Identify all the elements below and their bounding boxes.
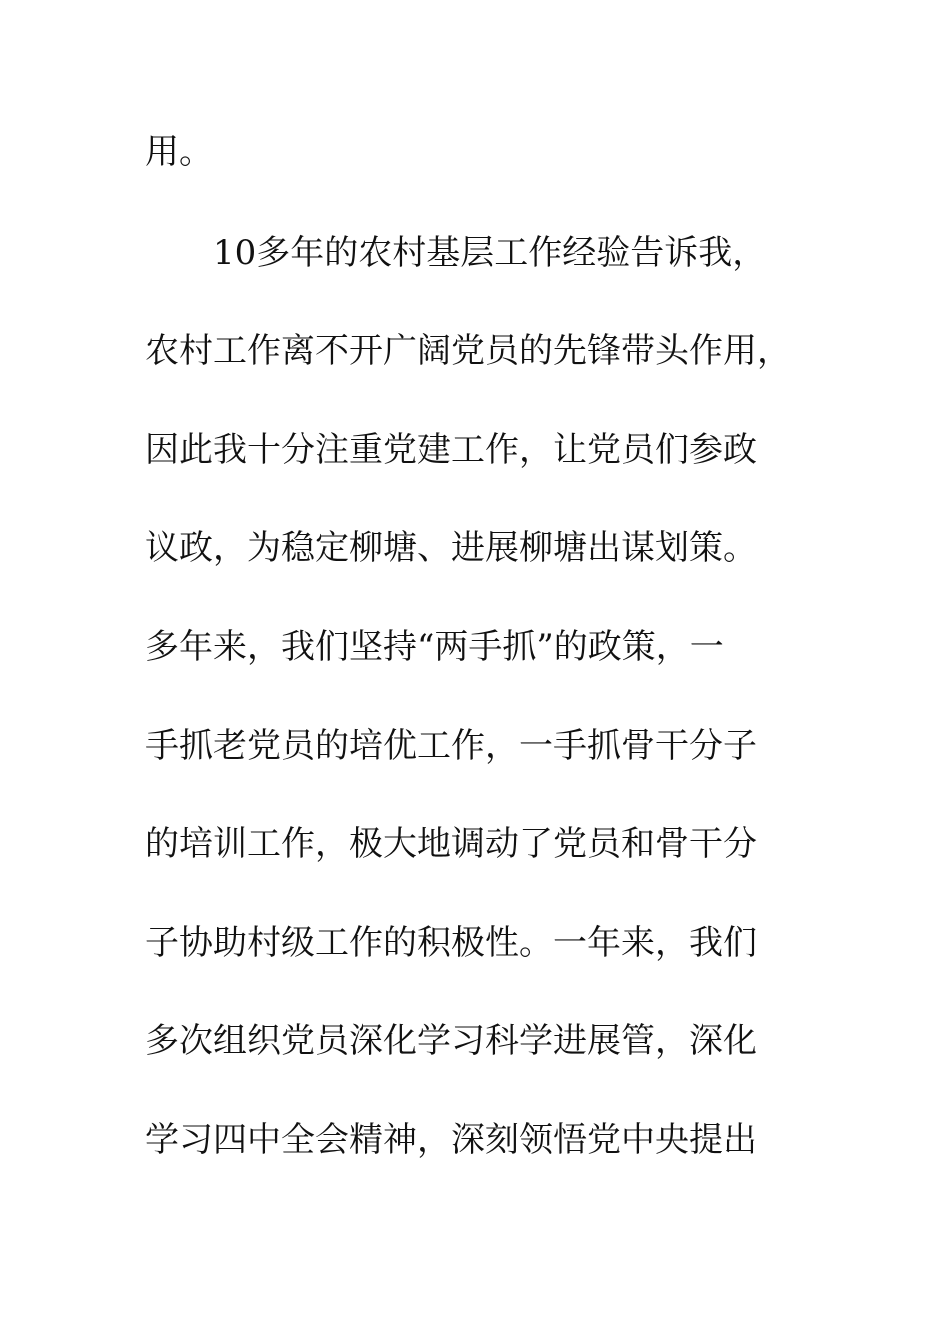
text-line-2: 10多年的农村基层工作经验告诉我，: [213, 233, 767, 273]
text-line-4: 因此我十分注重党建工作，让党员们参政: [145, 430, 757, 470]
text-line-6: 多年来，我们坚持“两手抓”的政策，一: [145, 627, 724, 667]
text-line-5: 议政，为稳定柳塘、进展柳塘出谋划策。: [145, 528, 757, 568]
text-line-10: 多次组织党员深化学习科学进展管，深化: [145, 1021, 757, 1061]
text-line-1: 用。: [145, 132, 213, 172]
text-line-9: 子协助村级工作的积极性。一年来，我们: [145, 923, 757, 963]
text-line-8: 的培训工作，极大地调动了党员和骨干分: [145, 824, 757, 864]
text-line-11: 学习四中全会精神，深刻领悟党中央提出: [145, 1120, 757, 1160]
text-line-3: 农村工作离不开广阔党员的先锋带头作用，: [145, 331, 791, 371]
text-line-7: 手抓老党员的培优工作，一手抓骨干分子: [145, 726, 757, 766]
